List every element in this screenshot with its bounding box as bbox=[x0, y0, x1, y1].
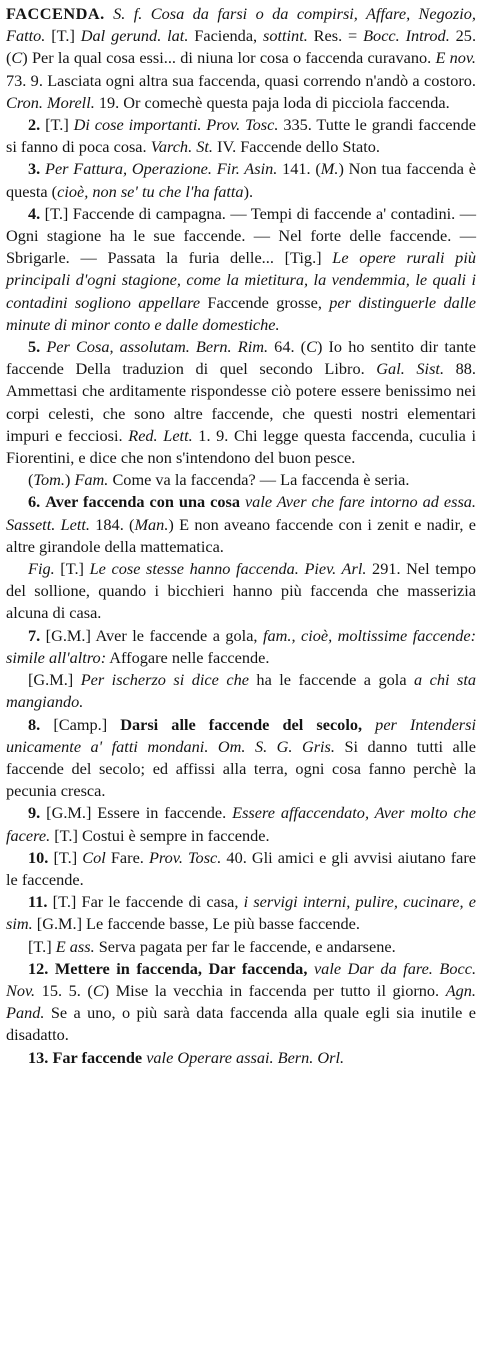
text-run: Per ischerzo si dice che bbox=[80, 670, 249, 690]
sense-13 bbox=[6, 1047, 476, 1069]
text-run: Serva pagata per far le faccende, e andarsene. bbox=[94, 936, 396, 956]
sense-9 bbox=[6, 802, 476, 846]
sense-number: 3. bbox=[28, 159, 41, 179]
sense-number: 13. bbox=[28, 1047, 49, 1067]
text-run: per Intendersi unicamente a' fatti mondani. Om. S. G. Gris. bbox=[6, 714, 476, 756]
sense-5-sub bbox=[6, 469, 476, 491]
text-run: Varch. St. bbox=[150, 137, 213, 157]
text-run: 73. 9. Lasciata ogni altra sua faccenda, quasi correndo n'andò a costoro. bbox=[6, 70, 476, 90]
dictionary-entry bbox=[6, 3, 476, 1069]
text-run: Per Fattura, Operazione. Fir. Asin. bbox=[45, 159, 278, 179]
text-run: vale Dar da fare. Bocc. Nov. bbox=[6, 958, 477, 1000]
text-run: i servigi interni, pulire, cucinare, e sim. bbox=[6, 892, 476, 934]
entry-lemma: FACCENDA. bbox=[6, 4, 105, 23]
text-run: Prov. Tosc. bbox=[148, 847, 222, 867]
text-run: [T.] Faccende di campagna. — Tempi di faccende a' contadini. — Ogni stagione ha le sue faccende. — Nel forte delle faccende. — Sbrigarle. — Passata la furia delle... [Tig.] bbox=[6, 203, 476, 268]
text-run: [G.M.] Aver le faccende a gola, bbox=[40, 625, 263, 645]
text-run: ( bbox=[28, 470, 34, 490]
text-run: Facienda, bbox=[188, 26, 263, 46]
text-run: [G.M.] Essere in faccende. bbox=[40, 803, 233, 823]
text-run: 64. ( bbox=[268, 337, 307, 357]
text-run: Fare. bbox=[105, 847, 149, 867]
text-run: Darsi alle faccende del secolo, bbox=[120, 714, 363, 734]
text-run: fam., cioè, moltissime faccende: simile all'altro: bbox=[6, 625, 476, 667]
text-run: Res. = bbox=[307, 26, 364, 46]
text-run: ) E non aveano faccende con i zenit e nadir, e altre girandole della mattematica. bbox=[6, 514, 476, 556]
sense-2 bbox=[6, 114, 476, 158]
text-run: Bocc. Introd. bbox=[363, 26, 450, 46]
text-run: Col bbox=[82, 847, 106, 867]
text-run: 19. Or comechè questa paja loda di picciola faccenda. bbox=[94, 92, 450, 112]
sense-number: 8. bbox=[28, 714, 41, 734]
text-run: [T.] Far le faccende di casa, bbox=[47, 892, 244, 912]
text-run: 184. ( bbox=[89, 514, 135, 534]
sense-number: 11. bbox=[28, 892, 48, 912]
text-run: Man. bbox=[134, 514, 169, 534]
text-run: Gal. Sist. bbox=[376, 359, 445, 379]
text-run: Le cose stesse hanno faccenda. Piev. Arl. bbox=[89, 559, 367, 579]
sense-number: 5. bbox=[28, 337, 41, 357]
sense-7-sub bbox=[6, 669, 476, 713]
text-run: Dal gerund. lat. bbox=[80, 26, 189, 46]
text-run: [G.M.] bbox=[28, 670, 81, 690]
text-run: M. bbox=[320, 159, 339, 179]
sense-number: 6. bbox=[28, 492, 41, 512]
text-run: 141. ( bbox=[277, 159, 321, 179]
text-run: Agn. Pand. bbox=[6, 980, 476, 1023]
text-run: Aver faccenda con una cosa bbox=[45, 492, 240, 512]
text-run: Cron. Morell. bbox=[6, 92, 95, 112]
text-run: per distinguerle dalle minute di minor conto e dalle domestiche. bbox=[6, 292, 476, 334]
text-run: Di cose importanti. Prov. Tosc. bbox=[73, 115, 279, 135]
text-run: Far faccende bbox=[52, 1047, 143, 1067]
text-run: 25. ( bbox=[6, 26, 477, 68]
sense-11-sub bbox=[6, 936, 476, 958]
text-run: Fam. bbox=[74, 470, 109, 490]
text-run: C bbox=[11, 48, 23, 68]
text-run: Le opere rurali più principali d'ogni stagione, come la mietitura, la vendemmia, le quali i contadini sogliono appellare bbox=[6, 248, 476, 312]
text-run: S. f. Cosa da farsi o da compirsi, Affare, Negozio, Fatto. bbox=[6, 4, 476, 46]
text-run: E nov. bbox=[435, 48, 476, 68]
sense-number: 4. bbox=[28, 203, 41, 223]
text-run: Essere affaccendato, Aver molto che facere. bbox=[6, 803, 477, 845]
sense-number: 12. bbox=[28, 958, 49, 978]
sense-7 bbox=[6, 625, 476, 669]
text-run: Si danno tutti alle faccende del secolo; ed affissi alla terra, ogni cosa fanno perchè la pecunia cresca. bbox=[6, 736, 476, 801]
text-run: 1. 9. Chi legge questa faccenda, cuculia i Fiorentini, e dice che non s'intendono del buon pesce. bbox=[6, 425, 476, 468]
text-run: Per Cosa, assolutam. Bern. Rim. bbox=[46, 337, 269, 357]
text-run: ). bbox=[243, 181, 254, 201]
sense-11 bbox=[6, 891, 476, 935]
sense-number: 9. bbox=[28, 803, 41, 823]
text-run: vale Operare assai. Bern. Orl. bbox=[146, 1047, 345, 1067]
sense-4 bbox=[6, 203, 476, 336]
text-run: 88. Ammettasi che arditamente rispondesse ciò potere essere benissimo nei corpi celesti, che sono altre faccende, che questi nostri elementari impuri e fecciosi. bbox=[6, 359, 476, 445]
text-run: Red. Lett. bbox=[128, 425, 193, 445]
text-run: ) Io ho sentito dir tante faccende Della traduzion di quel secondo Libro. bbox=[6, 337, 476, 379]
text-run: IV. Faccende dello Stato. bbox=[212, 137, 380, 157]
text-run: [G.M.] Le faccende basse, Le più basse faccende. bbox=[32, 914, 360, 934]
text-run: [Camp.] bbox=[40, 714, 121, 734]
text-run: 15. 5. ( bbox=[35, 980, 93, 1000]
sense-8 bbox=[6, 714, 476, 803]
text-run: [T.] bbox=[28, 936, 56, 956]
text-run: [T.] bbox=[48, 847, 83, 867]
text-run: ) Mise la vecchia in faccenda per tutto il giorno. bbox=[103, 980, 446, 1000]
text-run: a chi sta mangiando. bbox=[6, 670, 476, 712]
text-run: Fig. bbox=[28, 559, 55, 579]
text-run: [T.] bbox=[45, 26, 81, 46]
text-run: 291. Nel tempo del sollione, quando i bicchieri hanno più faccenda che masserizia alcuna di casa. bbox=[6, 559, 477, 623]
text-run: Se a uno, o più sarà data faccenda alla quale egli sia inutile e disadatto. bbox=[6, 1003, 476, 1045]
text-run: ha le faccende a gola bbox=[248, 670, 415, 690]
text-run: Tom. bbox=[33, 470, 65, 490]
sense-10 bbox=[6, 847, 476, 891]
text-run bbox=[105, 4, 113, 23]
sense-5 bbox=[6, 336, 476, 469]
text-run: 335. Tutte le grandi faccende si fanno di poca cosa. bbox=[6, 115, 477, 157]
text-run: sottint. bbox=[263, 26, 308, 46]
text-run: E ass. bbox=[55, 936, 95, 956]
sense-12 bbox=[6, 958, 476, 1047]
text-run: C bbox=[92, 980, 104, 1000]
sense-number: 7. bbox=[28, 625, 41, 645]
text-run: [T.] bbox=[40, 115, 74, 135]
text-run: Come va la faccenda? — La faccenda è seria. bbox=[108, 470, 410, 490]
sense-3 bbox=[6, 158, 476, 202]
sense-6-fig bbox=[6, 558, 476, 625]
text-run: Mettere in faccenda, Dar faccenda, bbox=[54, 958, 308, 978]
text-run: ) Non tua faccenda è questa ( bbox=[6, 159, 476, 201]
text-run: 40. Gli amici e gli avvisi aiutano fare le faccende. bbox=[6, 847, 477, 889]
text-run: C bbox=[306, 337, 317, 357]
sense-6 bbox=[6, 491, 476, 558]
text-run: ) Per la qual cosa essi... di niuna lor cosa o faccenda curavano. bbox=[22, 48, 436, 68]
text-run bbox=[362, 715, 375, 734]
text-run: ) bbox=[64, 470, 75, 490]
text-run: cioè, non se' tu che l'ha fatta bbox=[57, 181, 244, 201]
sense-number: 10. bbox=[28, 847, 49, 867]
text-run: Faccende grosse, bbox=[200, 292, 330, 312]
entry-paragraph-1 bbox=[6, 3, 476, 114]
text-run: vale Aver che fare intorno ad essa. Sassett. Lett. bbox=[6, 492, 477, 534]
text-run: [T.] Costui è sempre in faccende. bbox=[50, 825, 270, 845]
text-run: Affogare nelle faccende. bbox=[106, 647, 270, 667]
sense-number: 2. bbox=[28, 115, 41, 135]
text-run: [T.] bbox=[54, 559, 90, 579]
